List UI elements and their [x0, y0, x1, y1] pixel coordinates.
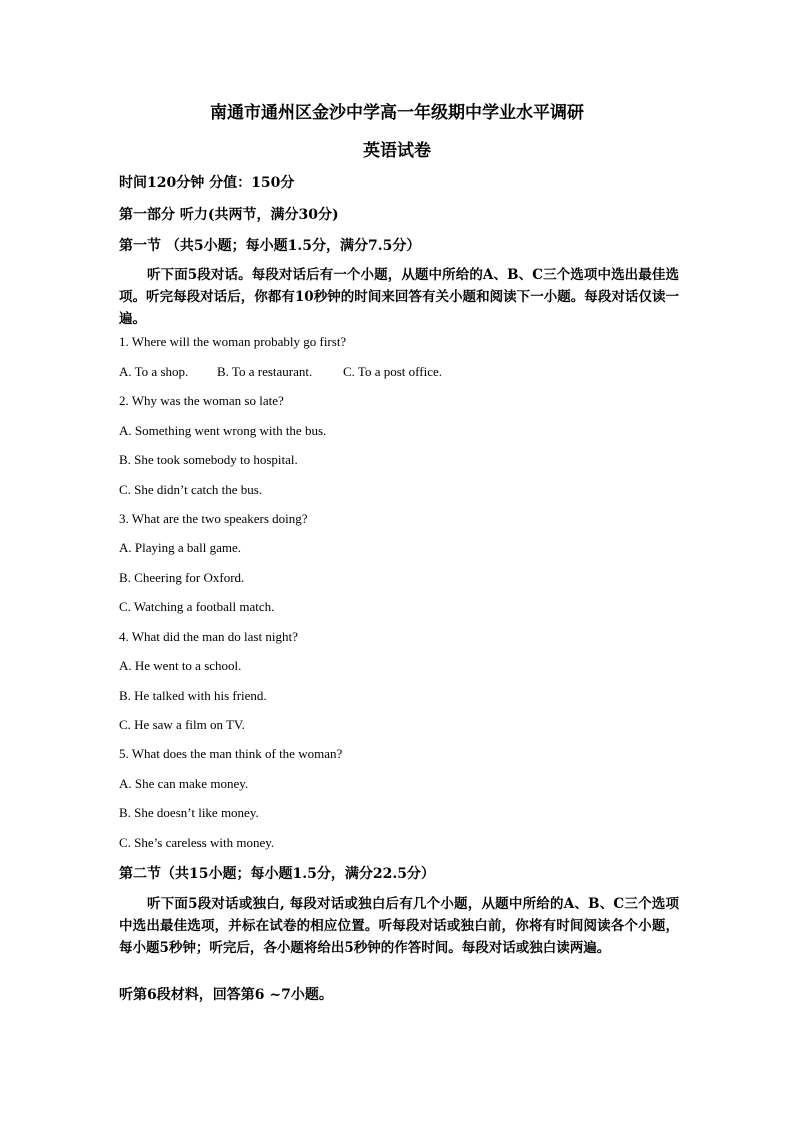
part1-heading: 第一部分 听力(共两节，满分30分): [119, 207, 339, 223]
material-prompt: 听第6段材料，回答第6 ~7小题。: [119, 987, 333, 1003]
option-row: [119, 364, 442, 380]
option-b: B. Cheering for Oxford.: [119, 570, 245, 585]
option-c: C. He saw a film on TV.: [119, 717, 245, 732]
question-stem: 2. Why was the woman so late?: [119, 393, 284, 408]
section2-instructions: 听下面5段对话或独白, 每段对话或独白后有几个小题，从题中所给的A、B、C三个选项中选出最佳选项，并标在试卷的相应位置。听每段对话或独白前，你将有时间阅读各个小题，每小题5秒钟；听完后，各小题将给出5秒钟的作答时间。每段对话或独白读两遍。: [119, 896, 679, 956]
option-c: C. She’s careless with money.: [119, 835, 275, 850]
option-c: C. To a post office.: [343, 364, 442, 379]
option-a: A. He went to a school.: [119, 658, 242, 673]
question-stem: 5. What does the man think of the woman?: [119, 746, 343, 761]
question-stem: 3. What are the two speakers doing?: [119, 511, 308, 526]
option-b: B. She took somebody to hospital.: [119, 452, 298, 467]
section2-heading: 第二节（共15小题；每小题1.5分，满分22.5分）: [119, 866, 435, 882]
option-b: B. To a restaurant.: [217, 364, 313, 379]
option-a: A. She can make money.: [119, 776, 249, 791]
section1-heading: 第一节 （共5小题；每小题1.5分，满分7.5分）: [119, 238, 421, 254]
exam-title: 南通市通州区金沙中学高一年级期中学业水平调研: [210, 103, 584, 123]
exam-info: 时间120分钟 分值：150分: [119, 175, 295, 191]
option-c: C. Watching a football match.: [119, 599, 275, 614]
option-b: B. She doesn’t like money.: [119, 805, 259, 820]
exam-subtitle: 英语试卷: [363, 141, 431, 161]
option-a: A. Playing a ball game.: [119, 540, 242, 555]
option-b: B. He talked with his friend.: [119, 688, 267, 703]
section1-instructions: 听下面5段对话。每段对话后有一个小题，从题中所给的A、B、C三个选项中选出最佳选项。听完每段对话后，你都有10秒钟的时间来回答有关小题和阅读下一小题。每段对话仅读一遍。: [119, 267, 679, 327]
option-a: A. Something went wrong with the bus.: [119, 423, 327, 438]
option-c: C. She didn’t catch the bus.: [119, 482, 263, 497]
option-a: A. To a shop.: [119, 364, 189, 379]
question-stem: 1. Where will the woman probably go first?: [119, 334, 347, 349]
question-stem: 4. What did the man do last night?: [119, 629, 298, 644]
